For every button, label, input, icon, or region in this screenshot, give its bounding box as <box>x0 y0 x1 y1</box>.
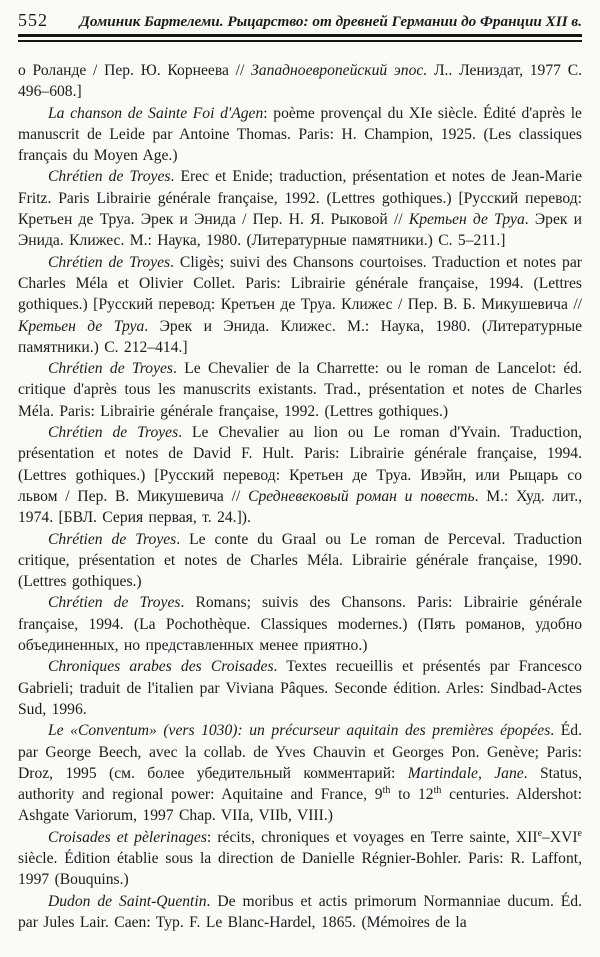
bibliography-entry: Dudon de Saint-Quentin. De moribus et actis primorum Normanniae ducum. Éd. par Jules Lair. Caen: Typ. F. Le Blanc-Hardel, 1865. (Mémoires de la <box>18 892 583 931</box>
page-number: 552 <box>18 10 48 30</box>
bibliography-entry: Chrétien de Troyes. Le conte du Graal ou Le roman de Perceval. Traduction critique, présentation et notes de Charles Méla. Librairie générale française, 1990. (Lettres gothiques.) <box>18 530 582 591</box>
bibliography-entry: Chroniques arabes des Croisades. Textes recueillis et présentés par Francesco Gabrieli; traduit de l'italien par Viviana Pâques. Seconde édition. Arles: Sindbad-Actes Sud, 1996. <box>18 658 582 718</box>
header-rule-divider <box>18 34 582 42</box>
bibliography-text <box>18 60 582 933</box>
bibliography-entry: Chrétien de Troyes. Le Chevalier au lion ou Le roman d'Yvain. Traduction, présentation et notes de David F. Hult. Paris: Librairie générale française, 1994. (Lettres gothiques.) [Русский перевод: Кретьен де Труа. Ивэйн, или Рыцарь со львом / Пер. В. Микушевича // Средневековый роман и повесть. М.: Худ. лит., 1974. [БВЛ. Серия первая, т. 24.]). <box>18 424 582 527</box>
bibliography-entry: Chrétien de Troyes. Le Chevalier de la Charrette: ou le roman de Lancelot: éd. critique d'après tous les manuscrits existants. Trad., présentation et notes de Charles Méla. Paris: Librairie générale française, 1992. (Lettres gothiques.) <box>18 360 582 420</box>
bibliography-entry: Le «Conventum» (vers 1030): un précurseur aquitain des premières épopées. Éd. par George Beech, avec la collab. de Yves Chauvin et Georges Pon. Genève; Paris: Droz, 1995 (см. более убедительный комментарий: Martindale, Jane. Status, authority and regional power: Aquitaine and France, 9th to 12th centuries. Aldershot: Ashgate Variorum, 1997 Chap. VIIa, VIIb, VIII.) <box>18 722 582 825</box>
bibliography-entry: Chrétien de Troyes. Cligès; suivi des Chansons courtoises. Traduction et notes par Charles Méla et Olivier Collet. Paris: Librairie générale française, 1994. (Lettres gothiques.) [Русский перевод: Кретьен де Труа. Клижес / Пер. В. Б. Микушевича // Кретьен де Труа. Эрек и Энида. Клижес. М.: Наука, 1980. (Литературные памятники.) С. 212–414.] <box>18 253 582 356</box>
running-title: Доминик Бартелеми. Рыцарство: от древней Германии до Франции XII в. <box>79 13 582 30</box>
bibliography-entry: La chanson de Sainte Foi d'Agen: poème provençal du XIe siècle. Édité d'après le manuscrit de Leide par Antoine Thomas. Paris: H. Champion, 1925. (Les classiques français du Moyen Age.) <box>18 104 582 165</box>
running-head <box>18 10 582 31</box>
bibliography-entry: о Роланде / Пер. Ю. Корнеева // Западноевропейский эпос. Л.. Лениздат, 1977 С. 496–608.] <box>18 62 582 101</box>
bibliography-entry: Chrétien de Troyes. Romans; suivis des Chansons. Paris: Librairie générale française, 1994. (La Pochothèque. Classiques modernes.) (Пять романов, удобно объединенных, но представленных менее приятно.) <box>18 594 582 655</box>
bibliography-entry: Croisades et pèlerinages: récits, chroniques et voyages en Terre sainte, XIIe–XVIe siècle. Édition établie sous la direction de Danielle Régnier-Bohler. Paris: R. Laffont, 1997 (Bouquins.) <box>18 827 582 889</box>
bibliography-entry: Chrétien de Troyes. Erec et Enide; traduction, présentation et notes de Jean-Marie Fritz. Paris Librairie générale française, 1992. (Lettres gothiques.) [Русский перевод: Кретьен де Труа. Эрек и Энида / Пер. Н. Я. Рыковой // Кретьен де Труа. Эрек и Энида. Клижес. М.: Наука, 1980. (Литературные памятники.) С. 5–211.] <box>18 168 582 250</box>
